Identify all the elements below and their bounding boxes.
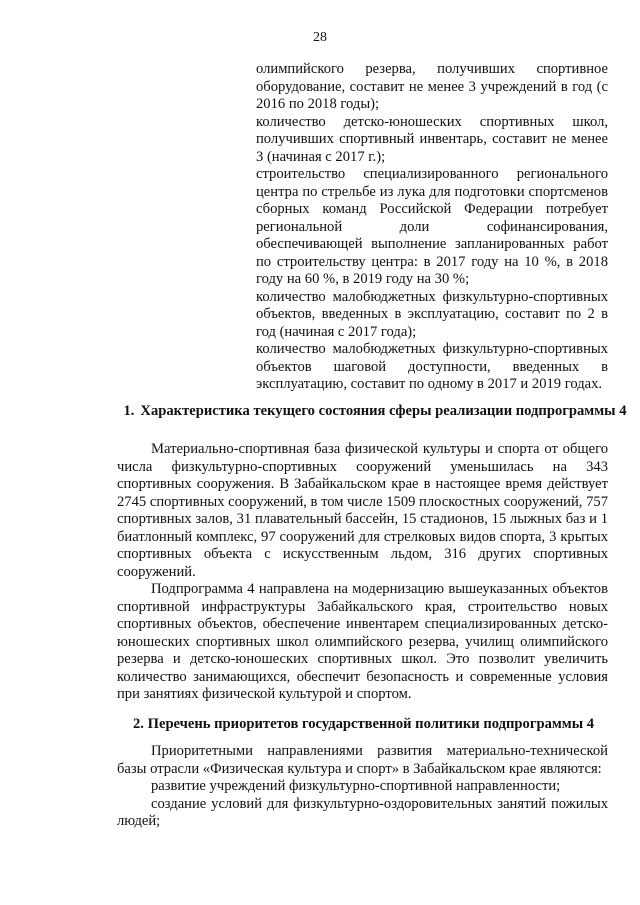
list-item: строительство специализированного регионального центра по стрельбе из лука для подготовки спортсменов сборных команд Российской Федерации потребует региональной доли софинансирования, обеспечивающей выполнение запланированных работ по строительству центра: в 2017 году на 10 %, в 2018 году на 60 %, в 2019 году на 30 %; [256,166,608,287]
section-2-body [117,743,608,831]
paragraph: создание условий для физкультурно-оздоровительных занятий пожилых людей; [117,795,608,829]
indicator-list-continuation [256,61,608,394]
paragraph: Материально-спортивная база физической культуры и спорта от общего числа физкультурно-спортивных сооружений уменьшилась на 343 спортивных сооружения. В Забайкальском крае в настоящее время действует 2745 спортивных сооружений, в том числе 1509 плоскостных сооружений, 757 спортивных залов, 31 плавательный бассейн, 15 стадионов, 15 лыжных баз и 1 биатлонный комплекс, 97 сооружений для стрелковых видов спорта, 3 крытых спортивных объекта с искусственным льдом, 316 других спортивных сооружений. [117,441,608,580]
paragraph: Подпрограмма 4 направлена на модернизацию вышеуказанных объектов спортивной инфраструктуры Забайкальского края, строительство новых спортивных объектов, обеспечение инвентарем специализированных детско-юношеских спортивных школ олимпийского резерва, училищ олимпийского резерва и детско-юношеских спортивных школ. Это позволит увеличить количество занимающихся, обеспечит безопасность и современные условия при занятиях физической культурой и спортом. [117,581,608,702]
page-number: 28 [313,30,327,45]
section-1-heading [110,403,640,421]
paragraph: Приоритетными направлениями развития материально-технической базы отрасли «Физическая культура и спорт» в Забайкальском крае являются: [117,743,608,777]
list-item: количество детско-юношеских спортивных школ, получивших спортивный инвентарь, составит не менее 3 (начиная с 2017 г.); [256,113,608,165]
section-1-title: Характеристика текущего состояния сферы реализации подпрограммы 4 [140,403,627,419]
list-item: количество малобюджетных физкультурно-спортивных объектов шаговой доступности, введенных в эксплуатацию, составит по одному в 2017 и 2019 годах. [256,341,608,392]
list-item: количество малобюджетных физкультурно-спортивных объектов, введенных в эксплуатацию, составит по 2 в год (начиная с 2017 года); [256,288,608,340]
section-2-number: 2. [133,716,144,732]
section-2-title: Перечень приоритетов государственной политики подпрограммы 4 [147,716,595,732]
section-1-number: 1. [123,403,135,419]
paragraph: развитие учреждений физкультурно-спортивной направленности; [151,778,561,794]
section-2-heading [117,716,633,734]
section-1-body [117,441,608,704]
list-item: олимпийского резерва, получивших спортивное оборудование, составит не менее 3 учреждений в год (с 2016 по 2018 годы); [256,61,608,112]
